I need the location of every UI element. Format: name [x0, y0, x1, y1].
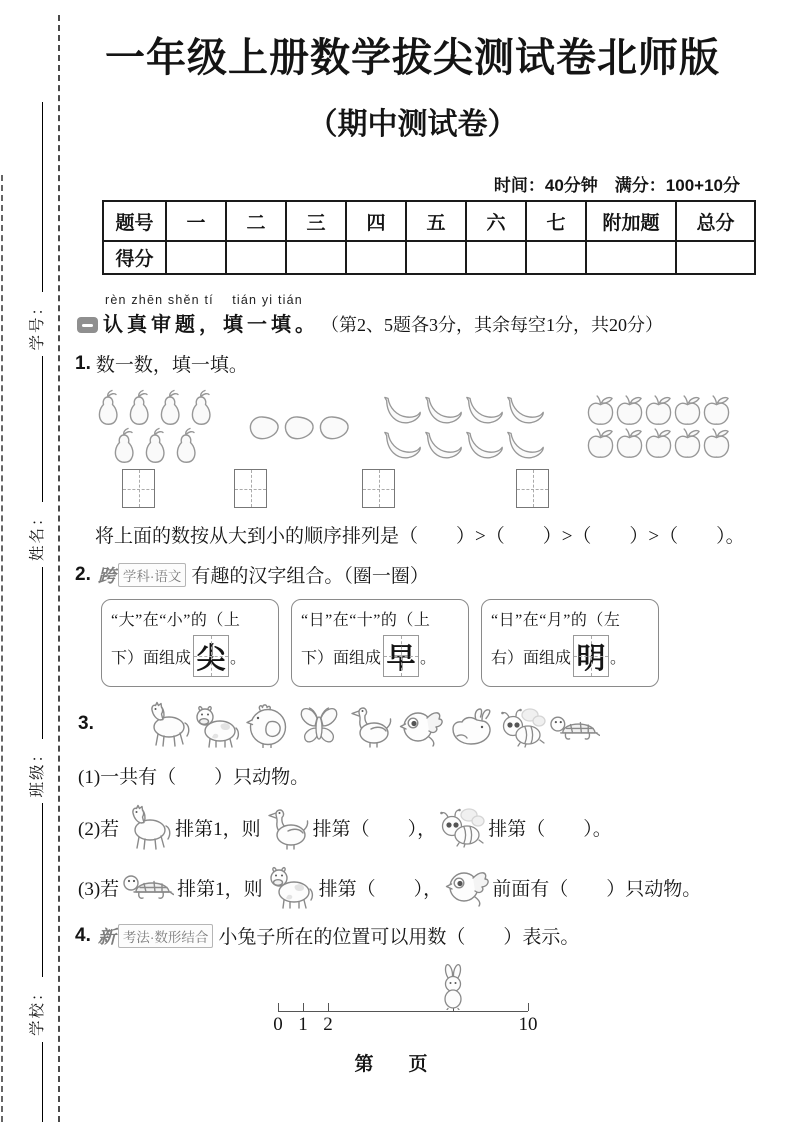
turtle-icon [549, 708, 600, 748]
sidebar-label: 学号： [29, 297, 46, 351]
fruit-group [586, 389, 731, 465]
score-cell-empty [346, 241, 406, 274]
q3sub3 [75, 865, 750, 909]
bee-icon [439, 806, 485, 848]
order-question-text: 将上面的数按从大到小的顺序排列是（ ）>（ ）>（ ）>（ ）。 [95, 526, 745, 547]
score-cell-empty [166, 241, 226, 274]
cow-icon [192, 704, 243, 748]
page-subtitle: （期中测试卷） [307, 108, 518, 141]
apple-icon [702, 394, 731, 427]
apple-icon [673, 427, 702, 460]
score-cell-empty [226, 241, 286, 274]
score-table-header-cell: 一 [166, 201, 226, 241]
question-4 [75, 922, 750, 949]
score-table-header-cell: 总分 [676, 201, 755, 241]
combo-char-box: 明 [573, 635, 609, 677]
score-cell-empty [466, 241, 526, 274]
cross-subject-badge-box: 学科·语文 [118, 563, 187, 587]
banana-icon [464, 427, 505, 462]
section-score-note: （第2、5题各3分，其余每空1分，共20分） [321, 315, 663, 335]
question-text: 排第1，则 [177, 878, 263, 900]
mango-icon [247, 413, 282, 441]
sidebar-label: 学校： [29, 983, 46, 1036]
score-table-header-cell: 二 [226, 201, 286, 241]
question-2-number: 2. [75, 563, 91, 585]
sidebar-label: 班级： [29, 744, 46, 798]
pear-icon [186, 389, 217, 427]
bird-icon [445, 866, 489, 908]
question-1 [75, 350, 750, 377]
number-line [273, 955, 548, 1035]
question-3-sub1: (1)一共有（ ）只动物。 [78, 767, 310, 788]
score-cell-empty [586, 241, 676, 274]
combo-line1: “大”在“小”的（上 [111, 612, 241, 629]
rabbit-icon [447, 708, 498, 748]
answer-box [122, 469, 155, 508]
score-table-header-cell: 五 [406, 201, 466, 241]
question-1-text: 数一数，填一填。 [95, 355, 248, 376]
fruit-groups [75, 389, 750, 465]
combo-line1: “日”在“月”的（左 [491, 612, 621, 629]
score-table [102, 200, 756, 275]
paper-main [75, 0, 750, 1076]
apple-icon [702, 427, 731, 460]
sidebar-blank-line [42, 567, 43, 739]
question-text: 排第1，则 [175, 818, 261, 840]
combo-line2: 下）面组成 [301, 649, 382, 667]
apple-icon [586, 427, 615, 460]
animal-row [141, 700, 600, 748]
answer-box [234, 469, 267, 508]
combo-line2: 下）面组成 [111, 649, 192, 667]
question-3 [75, 700, 750, 748]
combo-tail: 。 [420, 649, 437, 667]
rabbit-standing-icon [439, 964, 467, 1015]
answer-box [516, 469, 549, 508]
score-table-score-row [103, 241, 755, 274]
question-4-number: 4. [75, 924, 91, 946]
score-table-header-row [103, 201, 755, 241]
section-one-icon [77, 317, 98, 333]
sidebar-blank-line [42, 356, 43, 502]
number-line-label: 1 [298, 1014, 308, 1035]
number-line-tick [328, 1003, 329, 1011]
combo-char-box: 尖 [193, 635, 229, 677]
combo-box-zao [291, 599, 469, 687]
page-footer: 第 页 [354, 1054, 436, 1075]
section-pinyin: rèn zhēn shěn tí tián yi tián [105, 293, 303, 307]
section-title: 认真审题，填一填。 [103, 314, 319, 336]
combo-box-ming [481, 599, 659, 687]
apple-icon [615, 427, 644, 460]
score-table-header-cell: 三 [286, 201, 346, 241]
number-line-tick [278, 1003, 279, 1011]
page-edge-dashed-line [1, 175, 3, 1122]
apple-icon [673, 394, 702, 427]
question-text: 排第（ ）。 [488, 818, 612, 840]
score-cell-empty [406, 241, 466, 274]
banana-icon [423, 392, 464, 427]
fruit-group [247, 389, 352, 465]
character-combo-boxes [75, 599, 750, 687]
question-text: (2)若 [78, 818, 120, 840]
new-method-badge-box: 考法·数形结合 [118, 924, 214, 948]
hen-icon [243, 700, 294, 748]
page-title: 一年级上册数学拔尖测试卷北师版 [105, 36, 720, 80]
combo-line2: 右）面组成 [491, 649, 572, 667]
bird-icon [396, 706, 447, 748]
number-line-label: 2 [323, 1014, 333, 1035]
combo-char-box: 早 [383, 635, 419, 677]
number-line-axis [278, 1011, 528, 1012]
question-1-number: 1. [75, 352, 91, 374]
pear-icon [155, 389, 186, 427]
apple-icon [644, 427, 673, 460]
question-text: 排第（ ）， [318, 878, 443, 900]
pear-icon [124, 389, 155, 427]
question-3-number: 3. [78, 713, 94, 734]
sidebar-blank-line [42, 1042, 43, 1122]
question-text: 前面有（ ）只动物。 [492, 878, 702, 900]
sidebar-blank-line [42, 803, 43, 977]
number-line-label: 0 [273, 1014, 283, 1035]
banana-icon [505, 427, 546, 462]
number-line-label: 10 [518, 1014, 538, 1035]
fruit-group [93, 389, 217, 465]
combo-line1: “日”在“十”的（上 [301, 612, 431, 629]
apple-icon [615, 394, 644, 427]
pear-icon [140, 427, 171, 465]
number-line-tick [303, 1003, 304, 1011]
score-table-header-cell: 六 [466, 201, 526, 241]
new-method-badge-head: 新 [97, 926, 116, 947]
question-text: (3)若 [78, 878, 120, 900]
score-table-header-cell: 七 [526, 201, 586, 241]
score-cell-empty [526, 241, 586, 274]
apple-icon [644, 394, 673, 427]
goose-icon [264, 804, 310, 850]
score-table-header-cell: 附加题 [586, 201, 676, 241]
combo-tail: 。 [610, 649, 627, 667]
sidebar-fields [12, 88, 58, 1122]
number-line-tick [528, 1003, 529, 1011]
section-one-header [75, 290, 750, 337]
apple-icon [586, 394, 615, 427]
pear-icon [93, 389, 124, 427]
turtle-icon [122, 867, 174, 907]
sidebar-blank-line [42, 102, 43, 292]
banana-icon [382, 392, 423, 427]
banana-icon [382, 427, 423, 462]
score-row-label: 得分 [103, 241, 166, 274]
pear-icon [109, 427, 140, 465]
sidebar-label: 姓名： [29, 508, 46, 561]
pear-icon [171, 427, 202, 465]
score-table-header-cell: 题号 [103, 201, 166, 241]
question-text: 排第（ ）， [312, 818, 437, 840]
horse-icon [122, 803, 172, 851]
answer-box [362, 469, 395, 508]
goose-icon [345, 702, 396, 748]
cow-icon [266, 865, 316, 909]
banana-icon [505, 392, 546, 427]
question-4-text: 小兔子所在的位置可以用数（ ）表示。 [218, 927, 580, 948]
fold-dashed-line [58, 15, 60, 1122]
banana-icon [423, 427, 464, 462]
time-score-meta: 时间：40分钟 满分：100+10分 [493, 176, 740, 195]
question-2-text: 有趣的汉字组合。（圈一圈） [191, 566, 429, 587]
score-table-header-cell: 四 [346, 201, 406, 241]
banana-icon [464, 392, 505, 427]
q3sub2 [75, 803, 750, 851]
score-cell-empty [286, 241, 346, 274]
mango-icon [317, 413, 352, 441]
combo-tail: 。 [230, 649, 247, 667]
butterfly-icon [294, 704, 345, 748]
answer-boxes [75, 469, 750, 508]
score-cell-empty [676, 241, 755, 274]
horse-icon [141, 700, 192, 748]
combo-box-jian [101, 599, 279, 687]
cross-subject-badge-head: 跨 [97, 565, 116, 586]
fruit-group [382, 389, 546, 465]
bee-icon [498, 706, 549, 748]
mango-icon [282, 413, 317, 441]
question-2 [75, 561, 750, 588]
